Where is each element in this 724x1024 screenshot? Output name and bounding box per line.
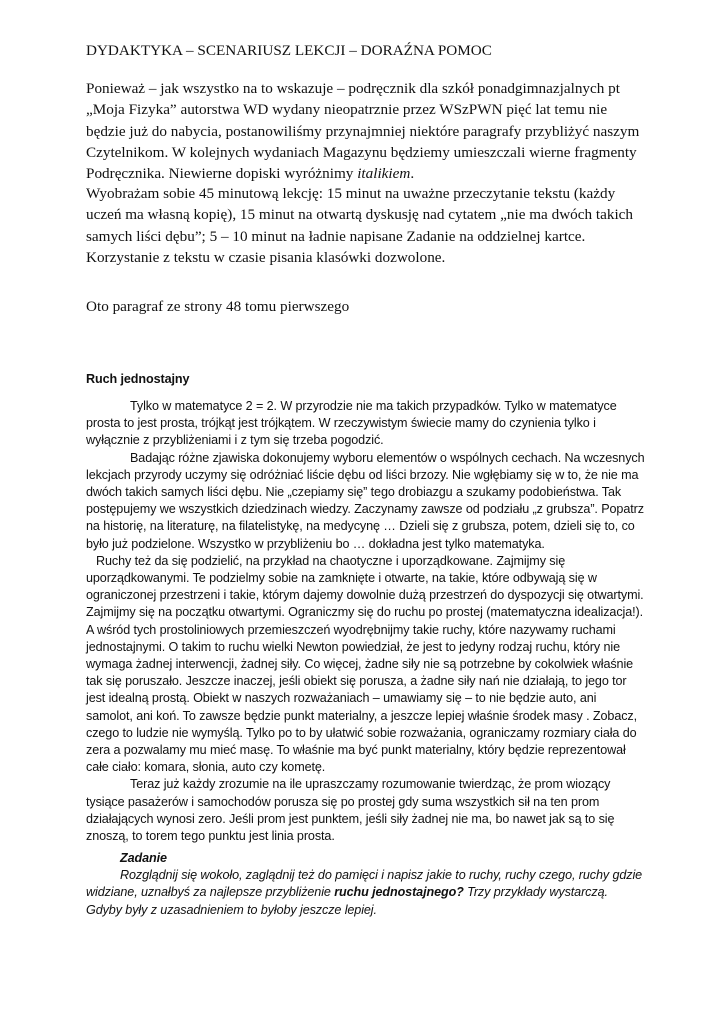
intro-paragraph-1 bbox=[86, 78, 646, 184]
source-note: Oto paragraf ze strony 48 tomu pierwszego bbox=[86, 298, 350, 315]
body-paragraph: Badając różne zjawiska dokonujemy wyboru elementów o wspólnych cechach. Na wczesnych lekcjach przyrody uczymy się odróżniać liście dębu od liści brzozy. Nie wgłębiamy się w to, że nie ma dwóch takich samych liści dębu. Nie „czepiamy się” tego drobiazgu a szukamy podobieństwa. Tak postępujemy we wszystkich dziedzinach wiedzy. Zaczynamy zawsze od podziału „z grubsza”. Popatrz na historię, na literaturę, na filatelistykę, na medycynę … Dzieli się z grubsza, potem, dzieli się to, co było już podzielone. Wszystko w przybliżeniu bo … dokładna jest tylko matematyka. bbox=[86, 450, 645, 551]
document-title: DYDAKTYKA – SCENARIUSZ LEKCJI – DORAŹNA POMOC bbox=[86, 42, 492, 59]
body-paragraph: Teraz już każdy zrozumie na ile upraszczamy rozumowanie twierdząc, że prom wiozący tysiące pasażerów i samochodów porusza się po prostej gdy suma wszystkich sił na ten prom działających wynosi zero. Jeśli prom jest punktem, jeśli siły żadnej nie ma, bo nawet jak są to się znoszą, to torem tego punktu jest linia prosta. bbox=[86, 777, 615, 844]
intro-paragraph-2: Wyobrażam sobie 45 minutową lekcję: 15 minut na uważne przeczytanie tekstu (każdy uczeń ma własną kopię), 15 minut na otwartą dyskusję nad cytatem „nie ma dwóch takich samych liści dębu”; 5 – 10 minut na ładnie napisane Zadanie na oddzielnej kartce. Korzystanie z tekstu w czasie pisania klasówki dozwolone. bbox=[86, 185, 633, 266]
intro-end: . bbox=[410, 165, 415, 183]
task-text-start: Rozglądnij się wokoło, zaglądnij też do pamięci i napisz jakie to ruchy, ruchy czego, ruchy gdzie widziane, uznałbyś za najlepsze przybliżenie bbox=[86, 868, 643, 900]
section-heading: Ruch jednostajny bbox=[86, 372, 190, 386]
task-emphasis: ruchu jednostajnego? bbox=[334, 885, 464, 900]
task-heading: Zadanie bbox=[120, 851, 167, 865]
task-text bbox=[86, 867, 646, 919]
section-body bbox=[86, 398, 646, 845]
body-paragraph: Tylko w matematyce 2 = 2. W przyrodzie nie ma takich przypadków. Tylko w matematyce prosta to jest prosta, trójkąt jest trójkątem. W rzeczywistym świecie mamy do czynienia tylko i wyłącznie z przybliżeniami i z tym się trzeba pogodzić. bbox=[86, 399, 617, 448]
intro-text: Ponieważ – jak wszystko na to wskazuje – podręcznik dla szkół ponadgimnazjalnych pt „Moja Fizyka” autorstwa WD wydany nieopatrznie przez WSzPWN pięć lat temu nie będzie już do nabycia, postanowiliśmy przynajmniej niektóre paragrafy przybliżyć naszym Czytelnikom. W kolejnych wydaniach Magazynu będziemy umieszczali wierne fragmenty Podręcznika. Niewierne dopiski wyróżnimy bbox=[86, 80, 640, 183]
task-text-end: Trzy przykłady wystarczą. Gdyby były z uzasadnieniem to byłoby jeszcze lepiej. bbox=[86, 885, 608, 917]
italic-word: italikiem bbox=[357, 165, 411, 183]
task-block bbox=[86, 850, 646, 919]
body-paragraph: Ruchy też da się podzielić, na przykład na chaotyczne i uporządkowane. Zajmijmy się uporządkowanymi. Te podzielmy sobie na zamknięte i otwarte, na takie, które odbywają się w ograniczonej przestrzeni i takie, którym dajemy dowolnie dużą przestrzeń do dyspozycji się otwartymi. Zajmijmy się na początku otwartymi. Ograniczmy się do ruchu po prostej (matematyczna idealizacja!). A wśród tych prostoliniowych przemieszczeń wyodrębnijmy takie ruchy, które nazywamy ruchami jednostajnymi. O takim to ruchu wielki Newton powiedział, że jest to jedyny rodzaj ruchu, który nie wymaga żadnej interwencji, żadnej siły. Co więcej, żadne siły nie są potrzebne by cokolwiek właśnie tak się poruszało. Jeszcze inaczej, jeśli obiekt się porusza, a żadne siły nań nie działają, to jego tor jest idealną prostą. Obiekt w naszych rozważaniach – umawiamy się – to nie będzie auto, ani samolot, ani koń. To zawsze będzie punkt materialny, a jeszcze lepiej właśnie środek masy . Zobacz, czego to ludzie nie wymyślą. Tylko po to by ułatwić sobie rozważania, ograniczamy rozmiary ciała do zera a pozwalamy mu mieć masę. To właśnie ma być punkt materialny, który będzie reprezentował całe ciało: komara, słonia, auto czy kometę. bbox=[86, 553, 644, 775]
